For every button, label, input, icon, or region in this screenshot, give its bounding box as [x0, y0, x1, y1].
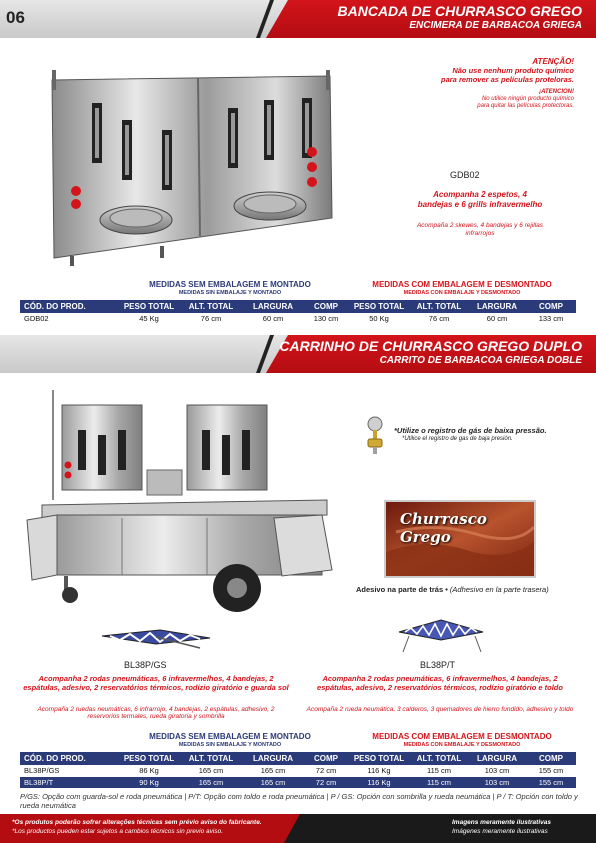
col-length: COMP	[314, 754, 338, 763]
sticker-text: Churrasco Grego	[400, 510, 487, 546]
warning-pt-title: ATENÇÃO!	[532, 57, 574, 66]
table2-left-title: MEDIDAS SEM EMBALAGEM E MONTADO	[149, 732, 311, 741]
col-width: LARGURA	[253, 302, 293, 311]
cell-packed-width: 103 cm	[484, 778, 510, 787]
cell-code: BL38P/GS	[24, 766, 60, 775]
cell-height: 165 cm	[198, 778, 224, 787]
col-product-code: CÓD. DO PROD.	[24, 302, 86, 311]
cell-code: GDB02	[24, 314, 49, 323]
awning-image	[395, 618, 487, 654]
cell-packed-weight: 50 Kg	[369, 314, 389, 323]
section-subtitle: ENCIMERA DE BARBACOA GRIEGA	[409, 20, 582, 31]
sticker-caption-es: (Adhesivo en la parte trasera)	[449, 585, 549, 594]
footer-disclaimer-pt: *Os produtos poderão sofrer alterações técnicas sem prévio aviso do fabricante.	[12, 819, 262, 826]
warning-es-line1: No utilice ningún producto químico	[481, 96, 574, 102]
col-packed-width: LARGURA	[477, 754, 517, 763]
cell-packed-width: 60 cm	[486, 314, 508, 323]
cell-packed-length: 155 cm	[538, 778, 564, 787]
umbrella-image	[100, 628, 212, 650]
cell-width: 165 cm	[260, 778, 286, 787]
col-total-weight: PESO TOTAL	[123, 302, 175, 311]
accessories-pt-line1: Acompanha 2 espetos, 4	[433, 190, 527, 199]
table1-left-title: MEDIDAS SEM EMBALAGEM E MONTADO	[149, 280, 311, 289]
cell-code: BL38P/T	[24, 778, 54, 787]
col-packed-height: ALT. TOTAL	[416, 754, 462, 763]
accessories-es-line2: infrarrojos	[465, 230, 495, 237]
accessories-right-pt: Acompanha 2 rodas pneumáticas, 6 infravermelhos, 4 bandejas, 2 espátulas, adesivo, 2 reservatórios térmicos, rodízio giratório e toldo	[317, 674, 563, 693]
gas-note-es: *Utilice el registro de gas de baja presión.	[402, 436, 513, 442]
table-row	[20, 765, 576, 776]
gas-note-pt: *Utilize o registro de gás de baixa pressão.	[394, 426, 547, 435]
table2-left-subtitle: MEDIDAS SIN EMBALAJE Y MONTADO	[178, 742, 282, 748]
accessories-es-line1: Acompaña 2 skewes, 4 bandejas y 6 rejillas	[416, 222, 544, 229]
accessories-left-es: Acompaña 2 ruedas neumáticas, 6 infrarrojo, 4 bandejas, 2 espátulas, adhesivo, 2 reservorios termales, rueda giratoria y sombrilla	[37, 706, 275, 721]
table1-left-subtitle: MEDIDAS SIN EMBALAJE Y MONTADO	[178, 290, 282, 296]
table1-right-subtitle: MEDIDAS CON EMBALAJE Y DESMONTADO	[403, 290, 521, 296]
table1-right-title: MEDIDAS COM EMBALAGEM E DESMONTADO	[372, 280, 552, 289]
col-width: LARGURA	[253, 754, 293, 763]
cell-height: 76 cm	[200, 314, 222, 323]
cell-weight: 86 Kg	[139, 766, 159, 775]
warning-es-title: ¡ATENCION!	[539, 89, 574, 95]
col-total-height: ALT. TOTAL	[188, 302, 234, 311]
col-product-code: CÓD. DO PROD.	[24, 754, 86, 763]
cell-packed-height: 76 cm	[428, 314, 450, 323]
col-packed-height: ALT. TOTAL	[416, 302, 462, 311]
cell-weight: 45 Kg	[139, 314, 159, 323]
page-number: 06	[6, 8, 25, 27]
product-code-label: GDB02	[450, 170, 480, 180]
cell-width: 60 cm	[262, 314, 284, 323]
table2-right-subtitle: MEDIDAS CON EMBALAJE Y DESMONTADO	[403, 742, 521, 748]
cell-packed-width: 103 cm	[484, 766, 510, 775]
table2-header-row	[20, 752, 576, 765]
table-row	[20, 313, 576, 324]
options-footnote: P/GS: Opção com guarda-sol e roda pneumática | P/T: Opção com toldo e roda pneumática | P / GS: Opción con sombrilla y rueda neumática | P / T: Opción con toldo y rueda neumática	[20, 792, 578, 810]
col-total-weight: PESO TOTAL	[123, 754, 175, 763]
col-packed-length: COMP	[539, 302, 563, 311]
section-title: BANCADA DE CHURRASCO GREGO	[337, 3, 582, 19]
accessories-left-pt: Acompanha 2 rodas pneumáticas, 6 infravermelhos, 4 bandejas, 2 espátulas, adesivo, 2 reservatórios térmicos, rodízio giratório e guarda sol	[23, 674, 289, 693]
cell-weight: 90 Kg	[139, 778, 159, 787]
table-row	[20, 777, 576, 788]
warning-pt-line1: Não use nenhum produto químico	[452, 66, 574, 75]
col-length: COMP	[314, 302, 338, 311]
cell-length: 72 cm	[315, 766, 337, 775]
col-packed-weight: PESO TOTAL	[353, 754, 405, 763]
cell-width: 165 cm	[260, 766, 286, 775]
cell-packed-height: 115 cm	[426, 778, 452, 787]
cell-packed-length: 155 cm	[538, 766, 564, 775]
code-bl38p-t: BL38P/T	[420, 660, 456, 670]
footer-disclaimer-es: *Los productos pueden estar sujetos a cambios técnicos sin previo aviso.	[12, 828, 224, 835]
sticker-image	[384, 500, 536, 578]
section-header-1	[0, 0, 596, 38]
cell-length: 130 cm	[313, 314, 339, 323]
cell-packed-weight: 116 Kg	[367, 766, 391, 775]
section-title: CARRINHO DE CHURRASCO GREGO DUPLO	[279, 338, 582, 354]
cell-packed-weight: 116 Kg	[367, 778, 391, 787]
cell-packed-height: 115 cm	[426, 766, 452, 775]
page-footer	[0, 814, 596, 843]
table1-header-row	[20, 300, 576, 313]
gas-regulator-icon	[362, 415, 388, 455]
cell-length: 72 cm	[315, 778, 337, 787]
col-packed-width: LARGURA	[477, 302, 517, 311]
section-header-2	[0, 335, 596, 373]
product-image-gdb02	[40, 68, 340, 268]
cell-height: 165 cm	[198, 766, 224, 775]
footer-images-note-pt: Imagens meramente ilustrativas	[452, 819, 551, 826]
warning-pt-line2: para remover as películas proteloras.	[441, 75, 574, 84]
footer-images-note-es: Imágenes meramente ilustrativas	[452, 828, 548, 835]
col-packed-weight: PESO TOTAL	[353, 302, 405, 311]
section-subtitle: CARRITO DE BARBACOA GRIEGA DOBLE	[379, 355, 582, 366]
col-total-height: ALT. TOTAL	[188, 754, 234, 763]
code-bl38p-gs: BL38P/GS	[124, 660, 167, 670]
cell-packed-length: 133 cm	[538, 314, 564, 323]
sticker-caption-pt: Adesivo na parte de trás • (Adhesivo en la parte trasera)	[356, 585, 549, 594]
warning-es-line2: para quitar las películas protectoras.	[477, 103, 574, 109]
table2-right-title: MEDIDAS COM EMBALAGEM E DESMONTADO	[372, 732, 552, 741]
product-image-cart	[22, 390, 352, 615]
accessories-right-es: Acompaña 2 rueda neumática, 3 calderos, 3 quemadores de hierro fundido, adhesivo y toldo	[306, 706, 574, 713]
col-packed-length: COMP	[539, 754, 563, 763]
accessories-pt-line2: bandejas e 6 grills infravermelho	[417, 200, 543, 209]
